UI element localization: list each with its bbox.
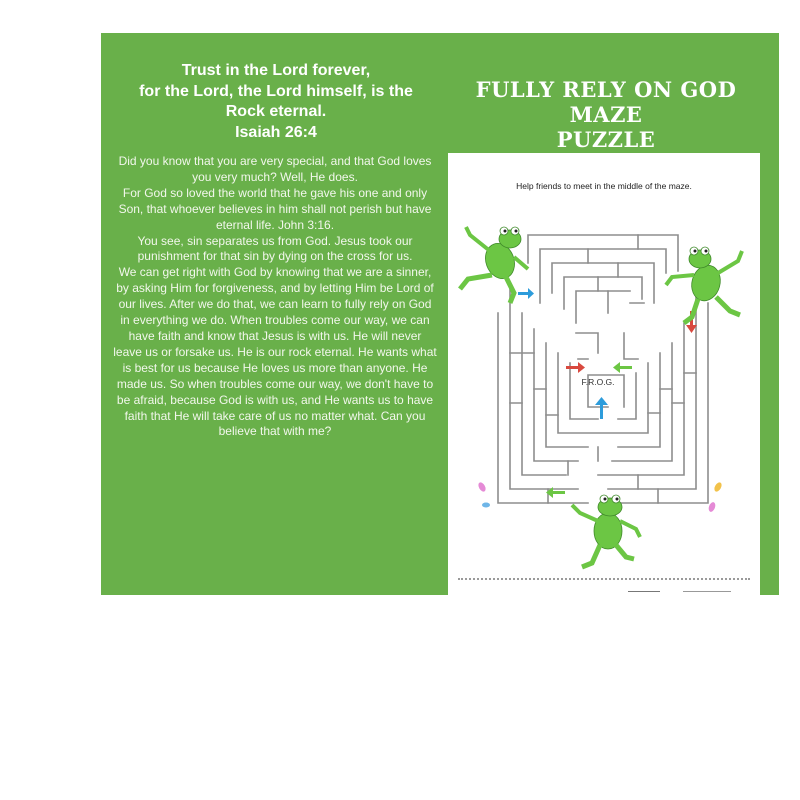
frog-top-left-icon	[460, 227, 528, 303]
maze-center-label: F.R.O.G.	[581, 377, 615, 387]
maze-worksheet	[448, 153, 760, 595]
body-paragraph: For God so loved the world that he gave his one and only Son, that whoever believes in him shall not perish but have eternal life. John 3:16.	[118, 185, 432, 232]
verse-line: Rock eternal.	[225, 103, 327, 120]
verse-line: for the Lord, the Lord himself, is the	[139, 82, 413, 100]
footer-rule	[628, 591, 660, 592]
body-paragraph: You see, sin separates us from God. Jesus took our punishment for that sin by dying on the cross for us.	[137, 233, 413, 264]
arrow-green-left-icon	[613, 362, 632, 373]
dotted-divider	[458, 578, 750, 580]
arrow-blue-right-icon	[518, 288, 534, 299]
frog-bottom-icon	[572, 495, 640, 567]
arrow-blue-up-icon	[595, 397, 608, 419]
verse-reference: Isaiah 26:4	[235, 123, 317, 141]
maze-instructions: Help friends to meet in the middle of the maze.	[516, 181, 692, 191]
title-line: PUZZLE	[556, 127, 656, 152]
arrow-red-right-icon	[566, 362, 585, 373]
body-text	[113, 154, 437, 440]
title-line: FULLY RELY ON GOD MAZE	[475, 77, 737, 127]
green-panel	[101, 33, 779, 595]
maze-illustration	[448, 153, 760, 595]
verse-line: Trust in the Lord forever,	[181, 62, 371, 79]
body-paragraph: Did you know that you are very special, and that God loves you very much? Well, He does.	[118, 154, 432, 184]
left-column	[101, 33, 447, 595]
footer-rule	[683, 591, 731, 592]
scripture-verse	[115, 61, 437, 143]
puzzle-title	[446, 77, 766, 152]
body-paragraph: We can get right with God by knowing that we are a sinner, by asking Him for forgiveness, and by letting Him be Lord of our lives. After we do that, we can learn to fully rely on God in everything we do. When troubles come our way, we can have faith and know that Jesus is with us. He will never leave us or forsake us. He is our rock eternal. He wants what is best for us because He loves us more than anyone. He made us. So when troubles come our way, we don't have to be afraid, because God is with us, and He wants us to have faith that He will take care of us no matter what. Can you believe that with me?	[113, 265, 437, 439]
